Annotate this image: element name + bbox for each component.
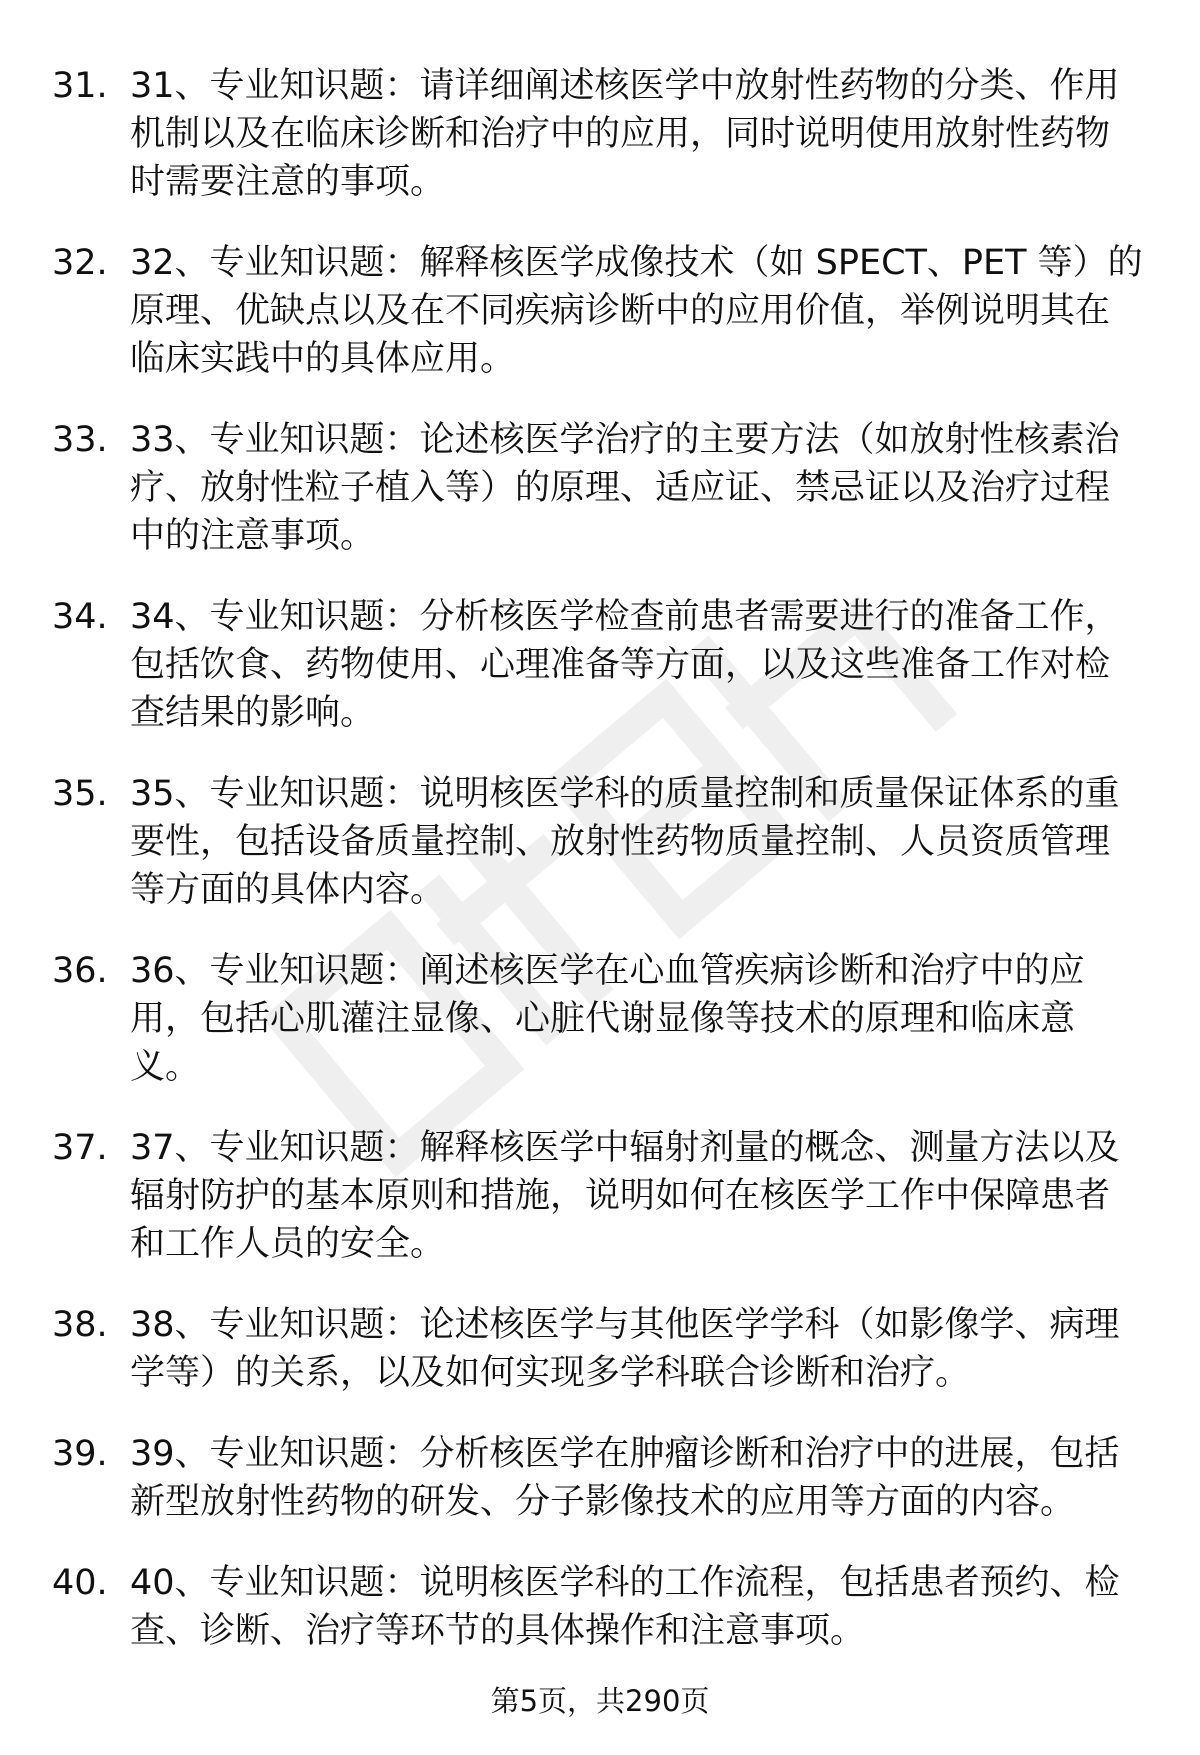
- question-text: [130, 770, 1200, 914]
- question-text-line: 临床实践中的具体应用。: [130, 339, 516, 379]
- question-number: 31.: [52, 66, 108, 106]
- question-text-line: 义。: [130, 1047, 201, 1087]
- question-text: [130, 62, 1200, 206]
- question-number: 38.: [52, 1305, 108, 1345]
- question-text-line: 中的注意事项。: [130, 516, 376, 556]
- question-text: [130, 1559, 1200, 1655]
- question-text: [130, 947, 1200, 1091]
- question-item: [0, 416, 1200, 560]
- question-number: 39.: [52, 1434, 108, 1474]
- question-item: [0, 770, 1200, 914]
- question-number: 32.: [52, 243, 108, 283]
- question-item: [0, 593, 1200, 737]
- question-number: 33.: [52, 420, 108, 460]
- question-text-line: 原理、优缺点以及在不同疾病诊断中的应用价值，举例说明其在: [130, 291, 1111, 331]
- question-text-line: 32、专业知识题：解释核医学成像技术（如 SPECT、PET 等）的: [130, 243, 1143, 283]
- question-number: 36.: [52, 951, 108, 991]
- question-text-line: 40、专业知识题：说明核医学科的工作流程，包括患者预约、检: [130, 1563, 1120, 1603]
- question-text-line: 37、专业知识题：解释核医学中辐射剂量的概念、测量方法以及: [130, 1128, 1120, 1168]
- question-text-line: 疗、放射性粒子植入等）的原理、适应证、禁忌证以及治疗过程: [130, 468, 1111, 508]
- question-number: 40.: [52, 1563, 108, 1603]
- question-text-line: 等方面的具体内容。: [130, 870, 446, 910]
- question-number: 37.: [52, 1128, 108, 1168]
- question-text: [130, 1124, 1200, 1268]
- question-text-line: 查结果的影响。: [130, 693, 376, 733]
- question-item: [0, 1430, 1200, 1526]
- question-text: [130, 593, 1200, 737]
- question-item: [0, 239, 1200, 383]
- question-text-line: 35、专业知识题：说明核医学科的质量控制和质量保证体系的重: [130, 774, 1120, 814]
- question-number: 34.: [52, 597, 108, 637]
- question-text-line: 新型放射性药物的研发、分子影像技术的应用等方面的内容。: [130, 1482, 1076, 1522]
- question-text-line: 36、专业知识题：阐述核医学在心血管疾病诊断和治疗中的应: [130, 951, 1085, 991]
- question-list: [0, 62, 1200, 1688]
- question-item: [0, 1559, 1200, 1655]
- question-text-line: 和工作人员的安全。: [130, 1224, 446, 1264]
- question-text-line: 辐射防护的基本原则和措施，说明如何在核医学工作中保障患者: [130, 1176, 1111, 1216]
- question-item: [0, 1124, 1200, 1268]
- question-text: [130, 1430, 1200, 1526]
- question-item: [0, 1301, 1200, 1397]
- question-text: [130, 1301, 1200, 1397]
- question-item: [0, 947, 1200, 1091]
- question-text-line: 34、专业知识题：分析核医学检查前患者需要进行的准备工作，: [130, 597, 1120, 637]
- question-text-line: 要性，包括设备质量控制、放射性药物质量控制、人员资质管理: [130, 822, 1111, 862]
- question-item: [0, 62, 1200, 206]
- question-text-line: 学等）的关系，以及如何实现多学科联合诊断和治疗。: [130, 1353, 971, 1393]
- question-text-line: 时需要注意的事项。: [130, 162, 446, 202]
- question-text: [130, 239, 1200, 383]
- question-text-line: 33、专业知识题：论述核医学治疗的主要方法（如放射性核素治: [130, 420, 1120, 460]
- question-text-line: 38、专业知识题：论述核医学与其他医学学科（如影像学、病理: [130, 1305, 1120, 1345]
- question-text: [130, 416, 1200, 560]
- question-text-line: 31、专业知识题：请详细阐述核医学中放射性药物的分类、作用: [130, 66, 1120, 106]
- question-text-line: 用，包括心肌灌注显像、心脏代谢显像等技术的原理和临床意: [130, 999, 1076, 1039]
- page-footer: 第5页，共290页: [490, 1684, 710, 1718]
- question-text-line: 查、诊断、治疗等环节的具体操作和注意事项。: [130, 1611, 866, 1651]
- question-number: 35.: [52, 774, 108, 814]
- question-text-line: 39、专业知识题：分析核医学在肿瘤诊断和治疗中的进展，包括: [130, 1434, 1120, 1474]
- question-text-line: 包括饮食、药物使用、心理准备等方面，以及这些准备工作对检: [130, 645, 1111, 685]
- question-text-line: 机制以及在临床诊断和治疗中的应用，同时说明使用放射性药物: [130, 114, 1111, 154]
